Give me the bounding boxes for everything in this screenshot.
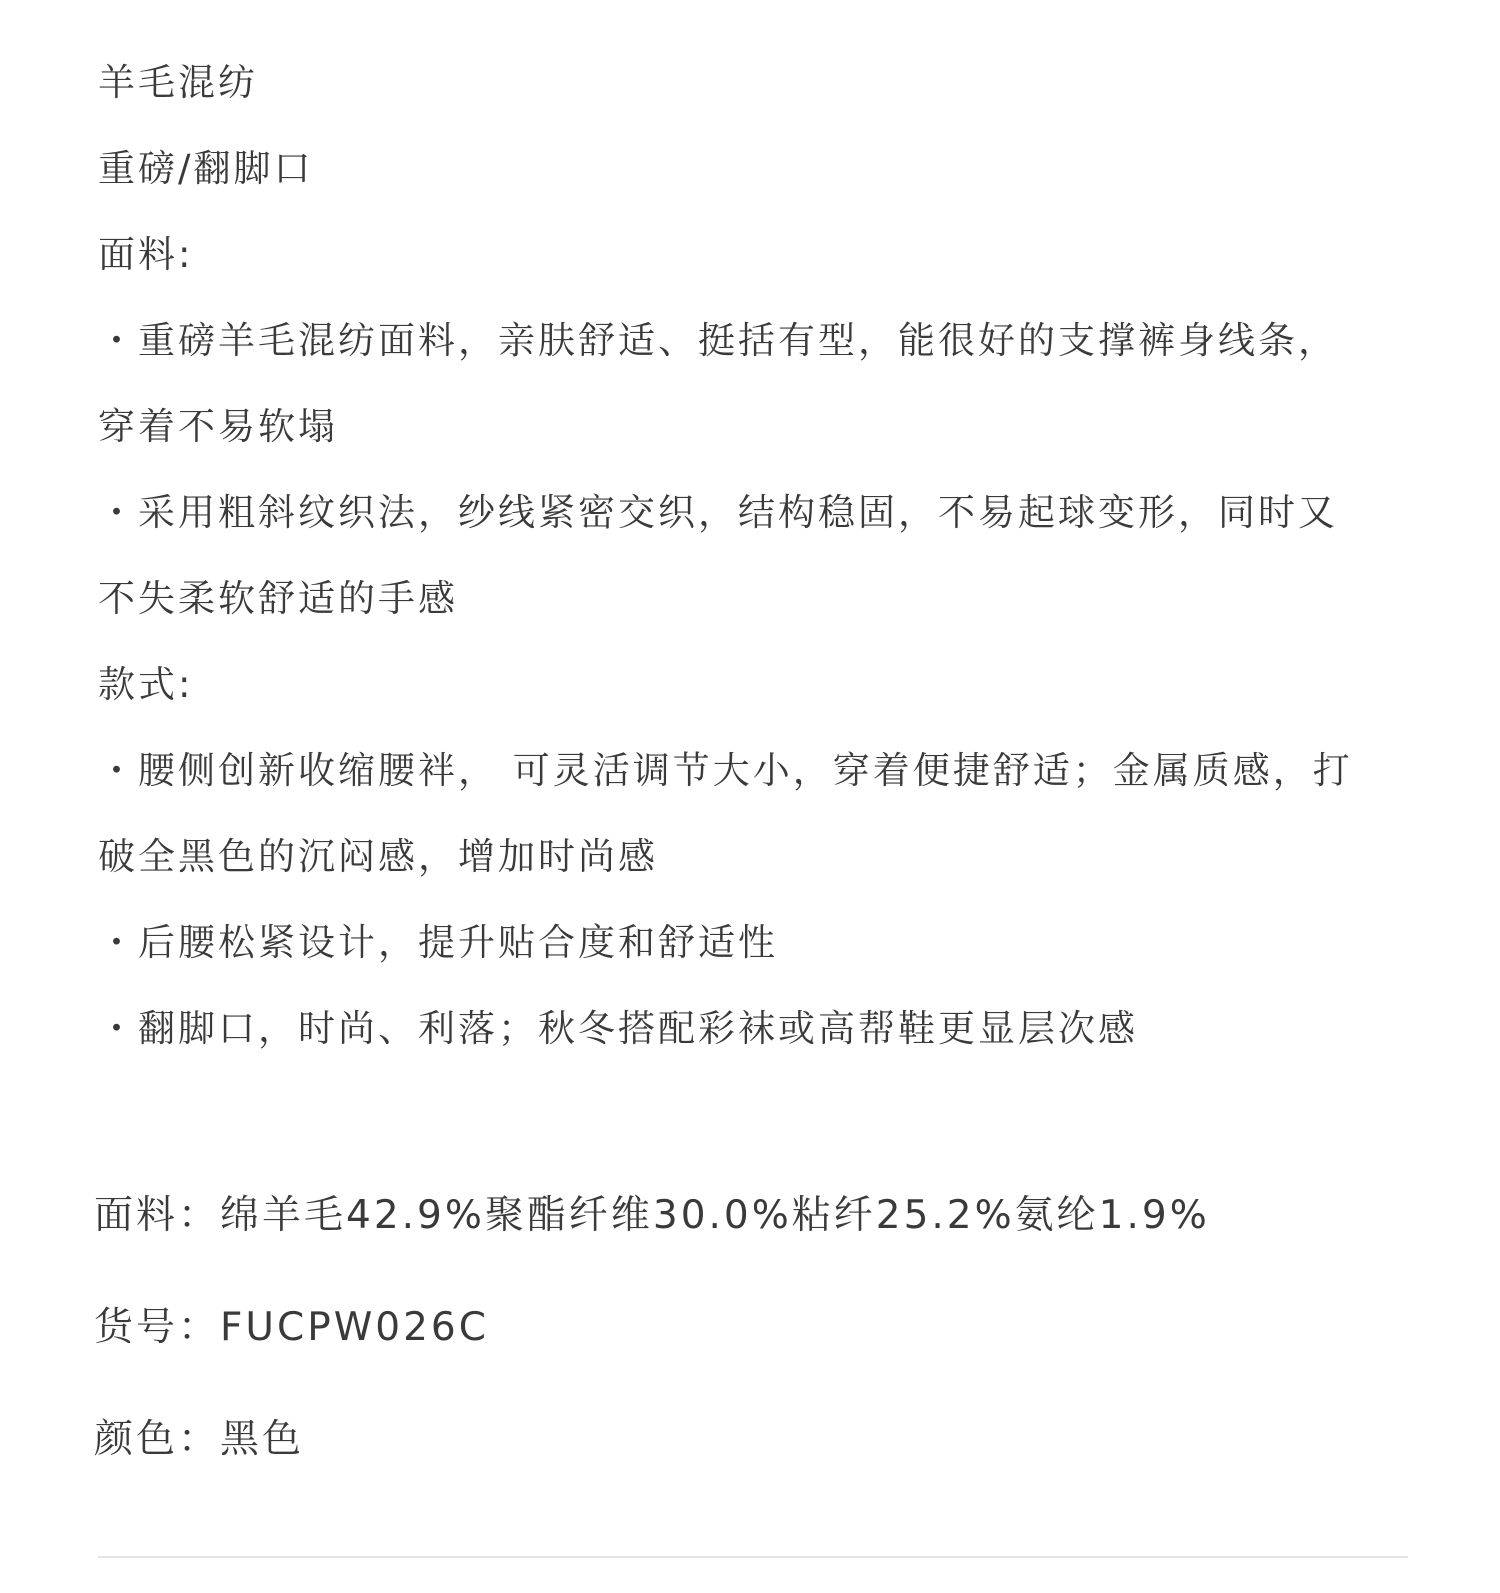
fabric-point-line: 不失柔软舒适的手感 — [98, 577, 458, 620]
section-spacer — [98, 1072, 1408, 1160]
style-point-line: 破全黑色的沉闷感，增加时尚感 — [98, 835, 658, 878]
style-point-line: ・翻脚口，时尚、利落；秋冬搭配彩袜或高帮鞋更显层次感 — [98, 1007, 1138, 1050]
fabric-point-line: ・重磅羊毛混纺面料，亲肤舒适、挺括有型，能很好的支撑裤身线条， — [98, 319, 1338, 362]
composition-spec: 面料：绵羊毛42.9%聚酯纤维30.0%粘纤25.2%氨纶1.9% — [94, 1193, 1210, 1238]
fabric-point-line: 穿着不易软塌 — [98, 405, 338, 448]
product-description — [94, 0, 1408, 1496]
product-subtitle: 重磅/翻脚口 — [98, 147, 314, 190]
style-point-line: ・腰侧创新收缩腰袢， 可灵活调节大小，穿着便捷舒适；金属质感，打 — [98, 749, 1353, 792]
style-point-line: ・后腰松紧设计，提升贴合度和舒适性 — [98, 921, 778, 964]
bottom-divider — [98, 1556, 1408, 1558]
color-spec: 颜色：黑色 — [94, 1417, 305, 1462]
fabric-heading: 面料: — [98, 233, 194, 276]
style-heading: 款式: — [98, 663, 194, 706]
fabric-point-line: ・采用粗斜纹织法，纱线紧密交织，结构稳固，不易起球变形，同时又 — [98, 491, 1338, 534]
item-number-spec: 货号：FUCPW026C — [94, 1305, 489, 1350]
product-title: 羊毛混纺 — [98, 61, 258, 104]
